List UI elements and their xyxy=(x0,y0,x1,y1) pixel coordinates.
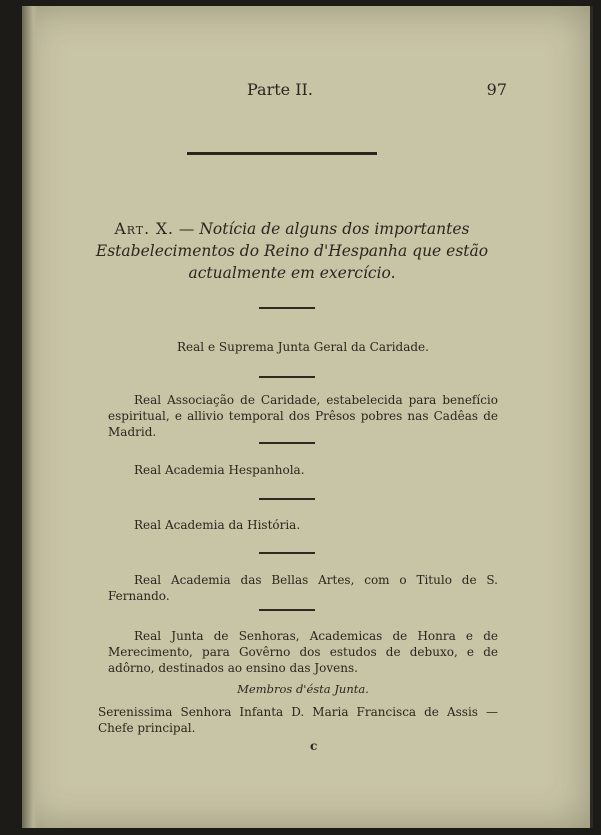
page-spine-shadow xyxy=(22,6,38,828)
entry-4: Real Academia da História. xyxy=(134,518,301,532)
part-label: Parte II. xyxy=(247,80,313,99)
section-rule xyxy=(259,609,315,611)
member-entry: Serenissima Senhora Infanta D. Maria Francisca de Assis — Chefe principal. xyxy=(98,705,498,735)
entry-3: Real Academia Hespanhola. xyxy=(134,463,305,477)
running-header xyxy=(247,80,507,100)
section-rule xyxy=(259,376,315,378)
members-heading: Membros d'ésta Junta. xyxy=(237,682,369,696)
section-rule xyxy=(259,498,315,500)
book-page xyxy=(22,6,593,828)
entry-1: Real e Suprema Junta Geral da Caridade. xyxy=(177,340,429,354)
page-number: 97 xyxy=(486,80,507,99)
section-rule xyxy=(259,442,315,444)
section-rule xyxy=(259,552,315,554)
article-heading: — Notícia de alguns dos importantes Estabelecimentos do Reino d'Hespanha que estão actualmente em exercício. xyxy=(95,220,489,282)
section-rule xyxy=(259,307,315,309)
entry-2: Real Associação de Caridade, estabelecida para benefício espiritual, e allivio temporal dos Prêsos pobres nas Cadêas de Madrid. xyxy=(108,393,498,439)
header-rule xyxy=(187,152,377,155)
entry-6: Real Junta de Senhoras, Academicas de Honra e de Merecimento, para Govêrno dos estudos de debuxo, e de adôrno, destinados ao ensino das Jovens. xyxy=(108,629,498,675)
article-title xyxy=(87,218,497,284)
entry-5: Real Academia das Bellas Artes, com o Titulo de S. Fernando. xyxy=(108,573,498,603)
signature-mark: c xyxy=(310,739,318,753)
article-number: Art. X. xyxy=(114,220,174,238)
